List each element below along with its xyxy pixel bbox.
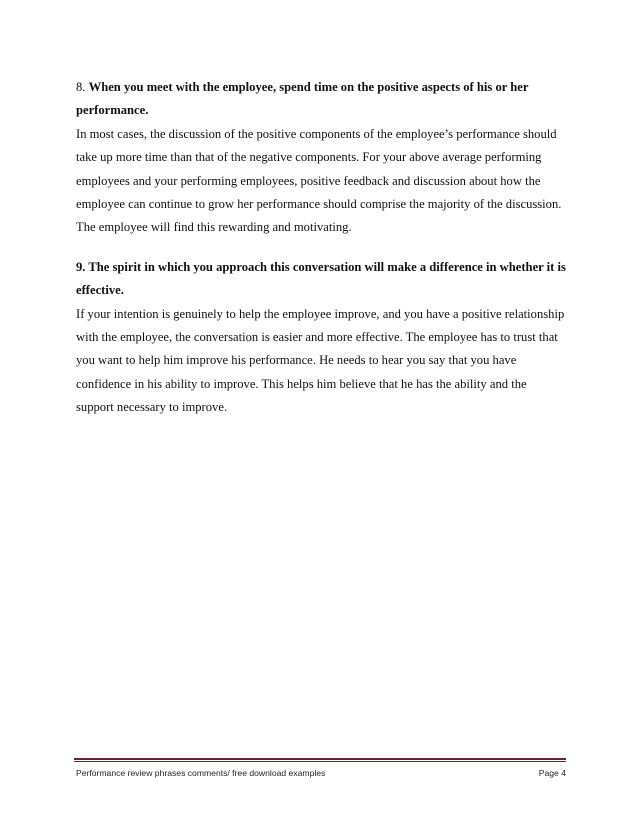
body-line: you want to help him improve his performance. He needs to hear you say that you have [76, 353, 517, 368]
body-line: take up more time than that of the negative components. For your above average performing [76, 150, 542, 165]
footer-title: Performance review phrases comments/ free download examples [76, 768, 326, 778]
body-line: The employee will find this rewarding and motivating. [76, 220, 352, 235]
section-heading-line-2: effective. [76, 283, 124, 298]
section-heading-line-1 [76, 76, 566, 99]
body-line: support necessary to improve. [76, 400, 228, 415]
body-line: employee can continue to grow her performance should comprise the majority of the discussion. [76, 197, 562, 212]
section-heading-text: When you meet with the employee, spend time on the positive aspects of his or her [88, 80, 529, 94]
page-content [76, 76, 566, 436]
body-line: confidence in his ability to improve. This helps him believe that he has the ability and the [76, 376, 527, 391]
footer-divider [74, 758, 566, 762]
section-heading-line-1 [76, 256, 566, 279]
body-line: employees and your performing employees, positive feedback and discussion about how the [76, 173, 541, 188]
body-line: In most cases, the discussion of the positive components of the employee’s performance should [76, 126, 557, 141]
page-number: Page 4 [538, 768, 566, 778]
body-line: with the employee, the conversation is easier and more effective. The employee has to trust that [76, 330, 558, 345]
section-heading-line-2: performance. [76, 103, 149, 118]
body-line: If your intention is genuinely to help the employee improve, and you have a positive relationship [76, 306, 565, 321]
tip-section-9 [76, 256, 566, 420]
section-heading-text: The spirit in which you approach this conversation will make a difference in whether it is [88, 259, 566, 274]
section-number: 9. [76, 259, 86, 274]
tip-section-8 [76, 76, 566, 240]
section-number: 8. [76, 80, 86, 94]
